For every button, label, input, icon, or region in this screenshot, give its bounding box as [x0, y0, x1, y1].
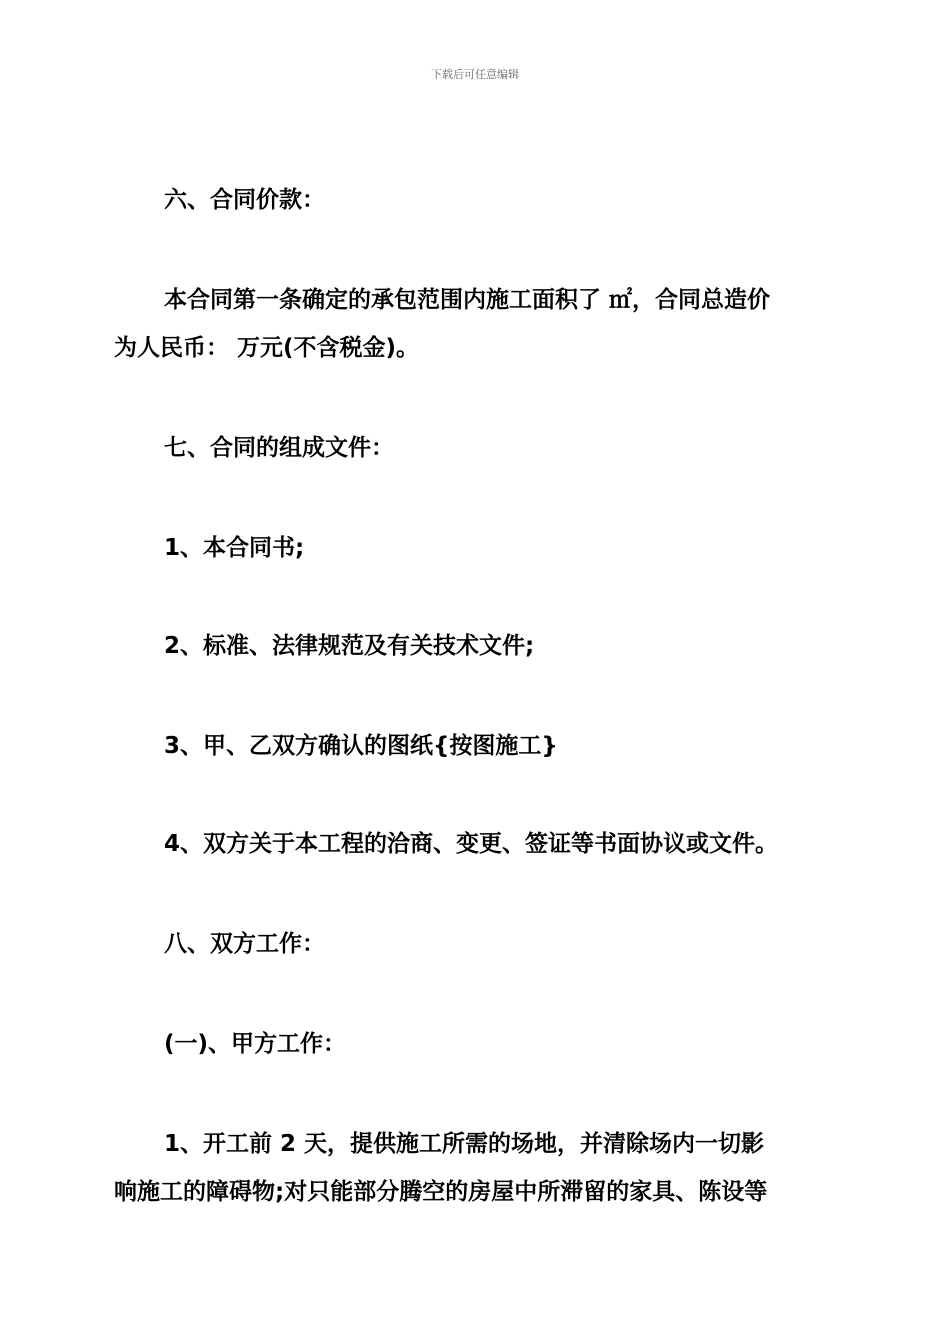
paragraph-line: 本合同第一条确定的承包范围内施工面积了 ㎡，合同总造价	[164, 287, 771, 313]
paragraph-line: 为人民币： 万元(不含税金)。	[114, 335, 420, 361]
paragraph-contract-price	[114, 276, 838, 372]
paragraph-line: 1、开工前 2 天，提供施工所需的场地，并清除场内一切影	[164, 1131, 765, 1157]
section-heading-duties: 八、双方工作：	[164, 931, 325, 957]
list-item: 4、双方关于本工程的洽商、变更、签证等书面协议或文件。	[164, 831, 779, 857]
paragraph-line: 响施工的障碍物;对只能部分腾空的房屋中所滞留的家具、陈设等	[114, 1179, 768, 1205]
subsection-heading-party-a: (一)、甲方工作：	[164, 1031, 347, 1057]
page-header: 下载后可任意编辑	[431, 68, 519, 81]
section-heading-contract-documents: 七、合同的组成文件：	[164, 435, 394, 461]
section-heading-contract-price: 六、合同价款：	[164, 187, 325, 213]
list-item: 3、甲、乙双方确认的图纸{按图施工}	[164, 733, 558, 759]
paragraph-party-a-duty-1	[114, 1120, 838, 1216]
list-item: 1、本合同书;	[164, 535, 305, 561]
list-item: 2、标准、法律规范及有关技术文件;	[164, 633, 535, 659]
